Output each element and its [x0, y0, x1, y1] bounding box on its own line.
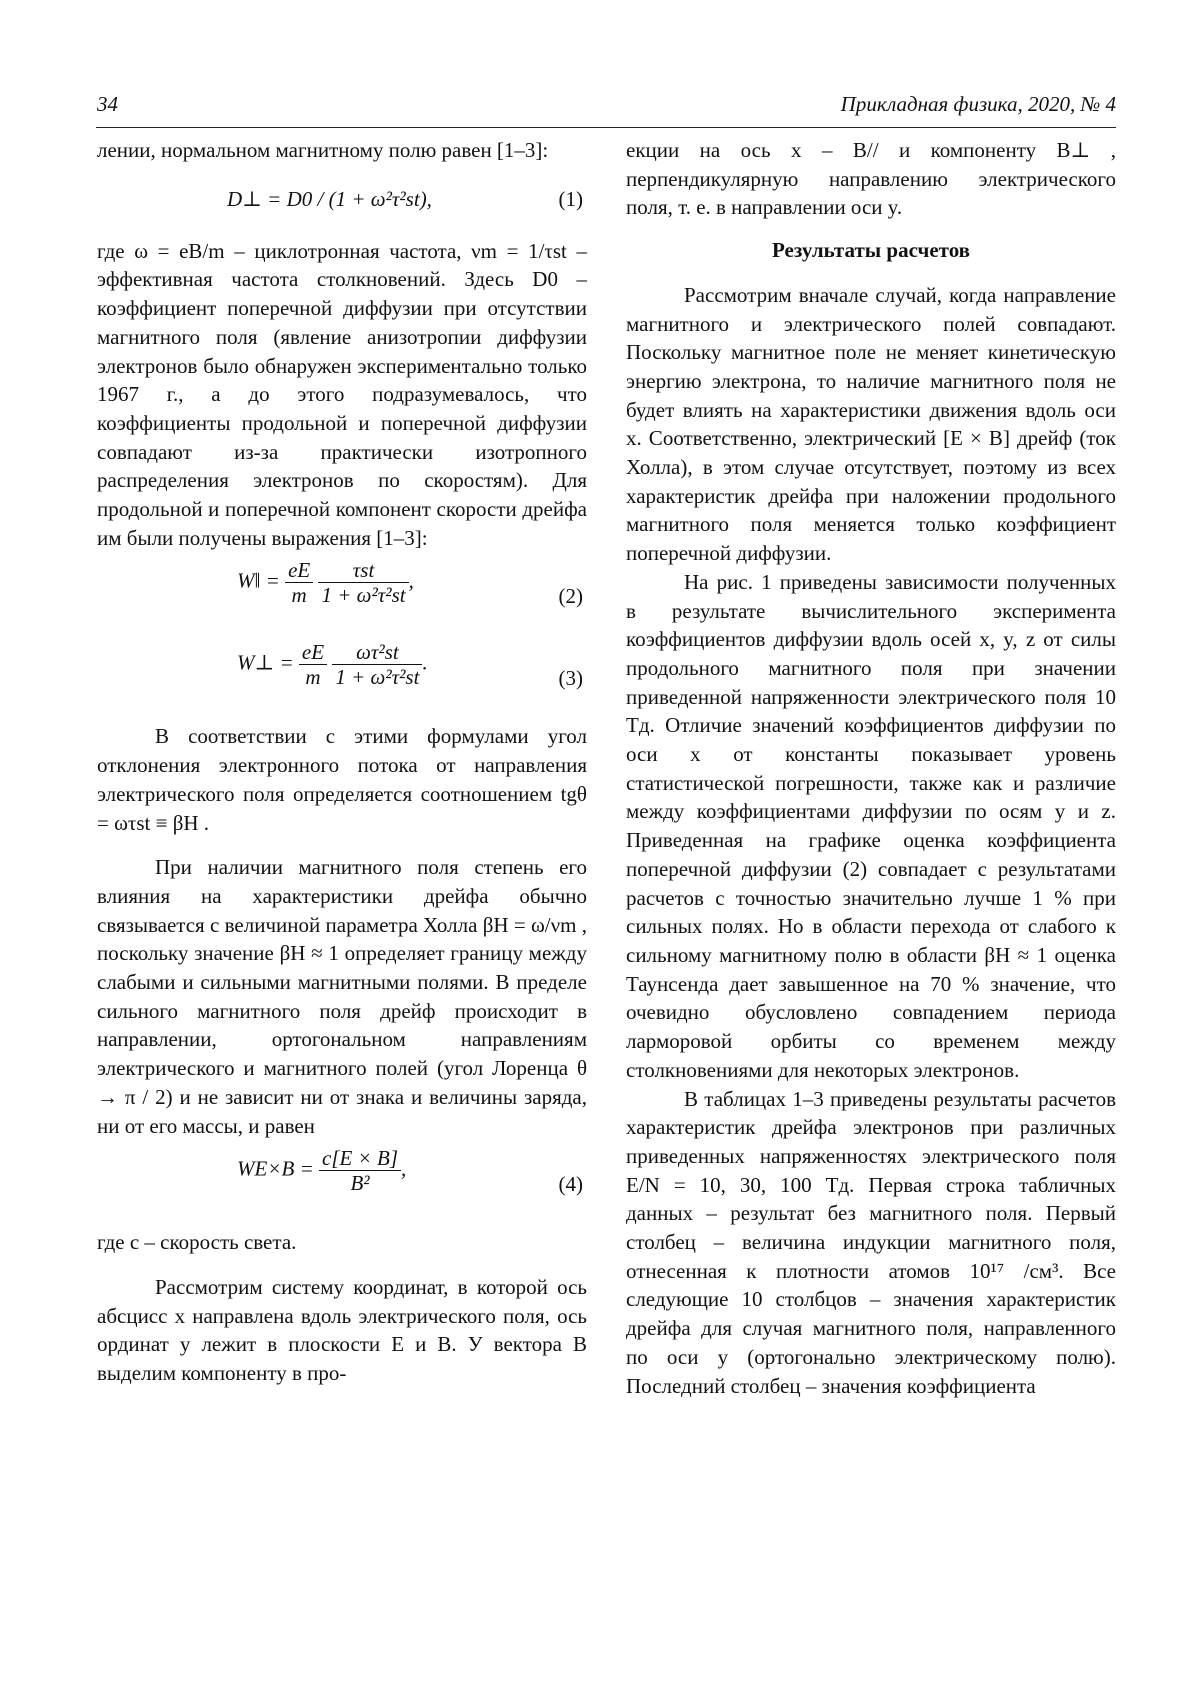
fraction [285, 558, 313, 607]
fraction [299, 640, 327, 689]
header-rule [96, 127, 1116, 128]
numerator: ωτ²st [332, 640, 422, 665]
equation-number: (4) [558, 1172, 583, 1197]
fraction [332, 640, 422, 689]
equation-lhs: WE×B = [237, 1156, 314, 1181]
paragraph: где c – скорость света. [97, 1230, 297, 1255]
paragraph: лении, нормальном магнитному полю равен [1–3]: [97, 138, 549, 162]
equation-formula [237, 640, 428, 689]
equation-formula [237, 558, 414, 607]
numerator: c[E × B] [319, 1146, 401, 1171]
fraction [318, 558, 408, 607]
equation-punct: , [401, 1156, 407, 1181]
equation-4 [97, 1146, 587, 1222]
paragraph: екции на ось x – B// и компоненту B⊥ , перпендикулярную направлению электрического поля, т. е. в направлении оси y. [626, 138, 1116, 220]
denominator: m [305, 665, 321, 690]
numerator: eE [299, 640, 327, 665]
equation-punct: , [408, 568, 414, 593]
running-header: Прикладная физика, 2020, № 4 [840, 92, 1116, 116]
paragraph: На рис. 1 приведены зависимости полученных в результате вычислительного эксперимента коэффициентов диффузии вдоль осей x, y, z от силы продольного магнитного поля при значении приведенной напряженности электрического поля 10 Тд. Отличие значений коэффициентов диффузии по оси x от константы показывает уровень статистической погрешности, также как и различие между коэффициентами диффузии по осям y и z. Приведенная на графике оценка коэффициента поперечной диффузии (2) совпадает с результатами расчетов с точностью значительно лучше 1 % при сильных полях. Но в области перехода от слабого к сильному магнитному полю в области βH ≈ 1 оценка Таунсенда дает завышенное на 70 % значение, что очевидно обусловлено совпадением периода ларморовой орбиты со временем между столкновениями для некоторых электронов. [626, 569, 1116, 1082]
equation-lhs: W⊥ = [237, 650, 294, 675]
equation-2 [97, 558, 587, 634]
equation-punct: . [422, 650, 428, 675]
denominator: B² [350, 1171, 370, 1196]
equation-number: (2) [558, 584, 583, 609]
equation-lhs: W‖ = [237, 568, 280, 593]
numerator: τst [318, 558, 408, 583]
equation-number: (3) [558, 666, 583, 691]
fraction [319, 1146, 401, 1195]
section-heading: Результаты расчетов [771, 238, 971, 263]
left-column [97, 136, 587, 1388]
denominator: 1 + ω²τ²st [321, 583, 406, 608]
paragraph: В соответствии с этими формулами угол отклонения электронного потока от направления электрического поля определяется соотношением tgθ = ωτst ≡ βH . [97, 724, 587, 835]
denominator: m [291, 583, 307, 608]
equation-number: (1) [558, 186, 583, 211]
paragraph: В таблицах 1–3 приведены результаты расчетов характеристик дрейфа электронов при различных приведенных напряженностях электрического поля E/N = 10, 30, 100 Тд. Первая строка табличных данных – результат без магнитного поля. Первый столбец – величина индукции магнитного поля, отнесенная к плотности атомов 10¹⁷ /см³. Все следующие 10 столбцов – значения характеристик дрейфа для случая магнитного поля, направленного по оси y (ортогонально электрическому полю). Последний столбец – значения коэффициента [626, 1086, 1116, 1398]
numerator: eE [285, 558, 313, 583]
equation-3 [97, 640, 587, 716]
right-column [626, 136, 1116, 1400]
equation-formula: D⊥ = D0 / (1 + ω²τ²st), [227, 186, 432, 211]
page-number: 34 [97, 92, 118, 116]
paragraph: При наличии магнитного поля степень его влияния на характеристики дрейфа обычно связывается с величиной параметра Холла βH = ω/νm , поскольку значение βH ≈ 1 определяет границу между слабыми и сильными магнитными полями. В пределе сильного магнитного поля дрейф происходит в направлении, ортогональном направлениям электрического и магнитного полей (угол Лоренца θ → π / 2) и не зависит ни от знака и величины заряда, ни от его массы, и равен [97, 855, 587, 1138]
denominator: 1 + ω²τ²st [335, 665, 420, 690]
paragraph: где ω = eB/m – циклотронная частота, νm = 1/τst – эффективная частота столкновений. Здесь D0 – коэффициент поперечной диффузии при отсутствии магнитного поля (явление анизотропии диффузии электронов было обнаружен экспериментально только 1967 г., а до этого подразумевалось, что коэффициенты продольной и поперечной диффузии совпадают из-за практически изотропного распределения электронов по скоростям). Для продольной и поперечной компонент скорости дрейфа им были получены выражения [1–3]: [97, 238, 587, 550]
paragraph: Рассмотрим систему координат, в которой ось абсцисс x направлена вдоль электрического поля, ось ординат y лежит в плоскости E и B. У вектора B выделим компоненту в про- [97, 1274, 587, 1386]
paragraph: Рассмотрим вначале случай, когда направление магнитного и электрического полей совпадают. Поскольку магнитное поле не меняет кинетическую энергию электрона, то наличие магнитного поля не будет влиять на характеристики движения вдоль оси x. Соответственно, электрический [E × B] дрейф (ток Холла), в этом случае отсутствует, поэтому из всех характеристик дрейфа при наложении продольного магнитного поля меняется только коэффициент поперечной диффузии. [626, 282, 1116, 566]
equation-formula [237, 1146, 406, 1195]
equation-1 [97, 171, 587, 231]
